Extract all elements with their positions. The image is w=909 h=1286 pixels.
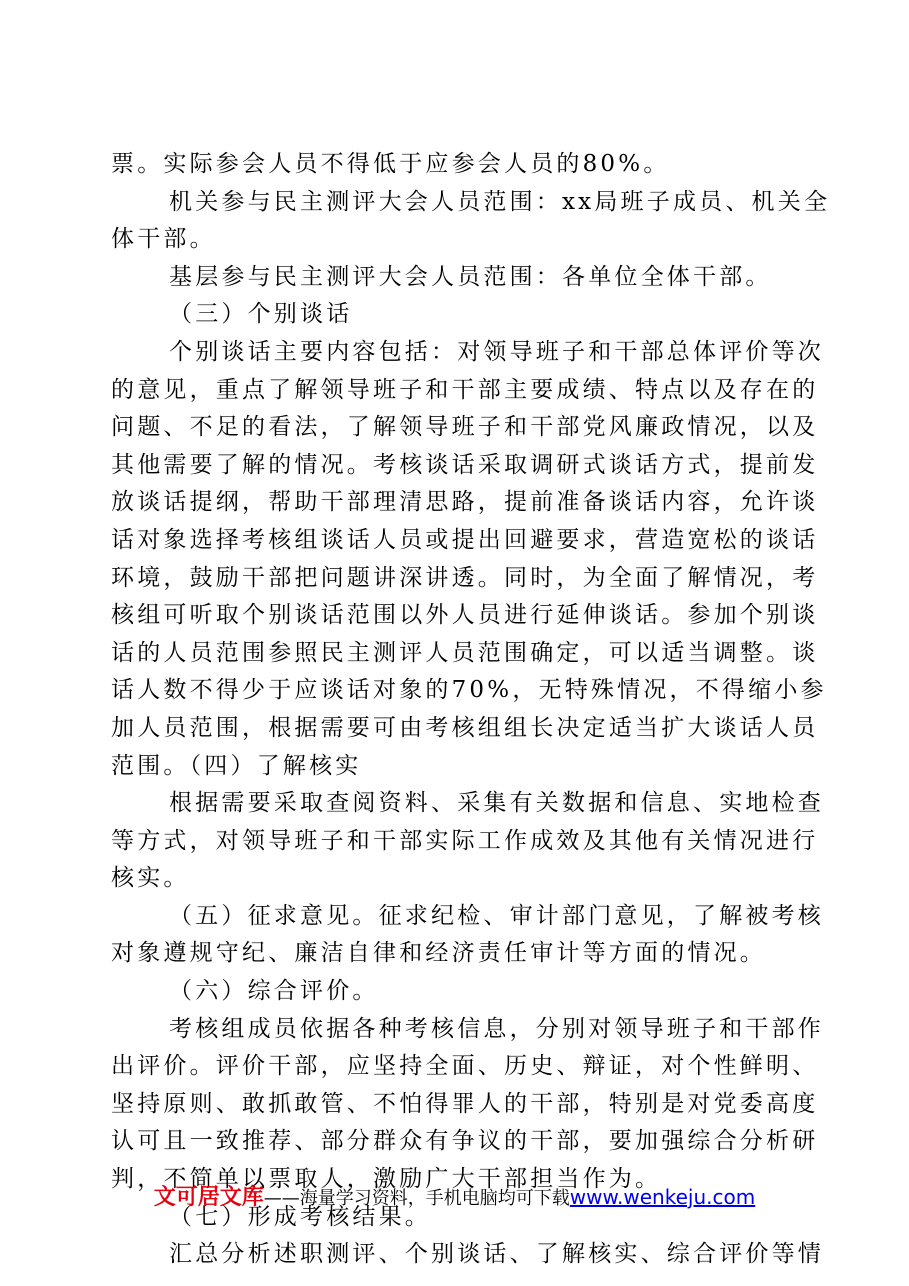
body-line: 话人数不得少于应谈话对象的70%，无特殊情况，不得缩小参: [111, 677, 827, 704]
footer-link[interactable]: www.wenkeju.com: [569, 1185, 756, 1209]
body-line: 环境，鼓励干部把问题讲深讲透。同时，为全面了解情况，考: [111, 564, 819, 591]
body-line: 体干部。: [111, 226, 216, 253]
body-line: 核实。: [111, 865, 190, 892]
body-line: 判，不简单以票取人，激励广大干部担当作为。: [111, 1166, 662, 1193]
body-line: 票。实际参会人员不得低于应参会人员的80%。: [111, 151, 670, 177]
body-line: 问题、不足的看法，了解领导班子和干部党风廉政情况，以及: [111, 414, 819, 441]
body-line: 等方式，对领导班子和干部实际工作成效及其他有关情况进行: [111, 827, 819, 854]
section-heading: （三）个别谈话: [169, 301, 353, 328]
body-line: 基层参与民主测评大会人员范围：各单位全体干部。: [169, 263, 772, 290]
section-heading: （七）形成考核结果。: [169, 1203, 431, 1230]
section-heading: （五）征求意见。征求纪检、审计部门意见，了解被考核: [169, 902, 824, 929]
body-line: 认可且一致推荐、部分群众有争议的干部，要加强综合分析研: [111, 1128, 819, 1155]
body-line: 考核组成员依据各种考核信息，分别对领导班子和干部作: [169, 1015, 824, 1042]
body-line: 根据需要采取查阅资料、采集有关数据和信息、实地检查: [169, 790, 824, 817]
body-line: 汇总分析述职测评、个别谈话、了解核实、综合评价等情: [169, 1241, 824, 1268]
body-line: 加人员范围，根据需要可由考核组组长决定适当扩大谈话人员: [111, 714, 819, 741]
body-line: 其他需要了解的情况。考核谈话采取调研式谈话方式，提前发: [111, 451, 819, 478]
body-line: 机关参与民主测评大会人员范围：xx局班子成员、机关全: [169, 188, 831, 215]
body-line: 放谈话提纲，帮助干部理清思路，提前准备谈话内容，允许谈: [111, 489, 819, 516]
body-line: 核组可听取个别谈话范围以外人员进行延伸谈话。参加个别谈: [111, 602, 819, 629]
body-line: 话的人员范围参照民主测评人员范围确定，可以适当调整。谈: [111, 639, 819, 666]
body-line: 坚持原则、敢抓敢管、不怕得罪人的干部，特别是对党委高度: [111, 1090, 819, 1117]
document-body: [111, 146, 831, 1274]
body-line: 的意见，重点了解领导班子和干部主要成绩、特点以及存在的: [111, 376, 819, 403]
body-line: 个别谈话主要内容包括：对领导班子和干部总体评价等次: [169, 338, 824, 365]
body-line: 话对象选择考核组谈话人员或提出回避要求，营造宽松的谈话: [111, 526, 819, 553]
section-heading: （六）综合评价。: [169, 978, 379, 1005]
footer-tagline: ——海量学习资料，手机电脑均可下载: [263, 1188, 570, 1209]
footer-brand: 文可居文库: [153, 1185, 264, 1210]
body-line: 范围。（四）了解核实: [111, 752, 362, 779]
footer-banner: [0, 1180, 909, 1211]
body-line: 对象遵规守纪、廉洁自律和经济责任审计等方面的情况。: [111, 940, 766, 967]
body-line: 出评价。评价干部，应坚持全面、历史、辩证，对个性鲜明、: [111, 1053, 819, 1080]
